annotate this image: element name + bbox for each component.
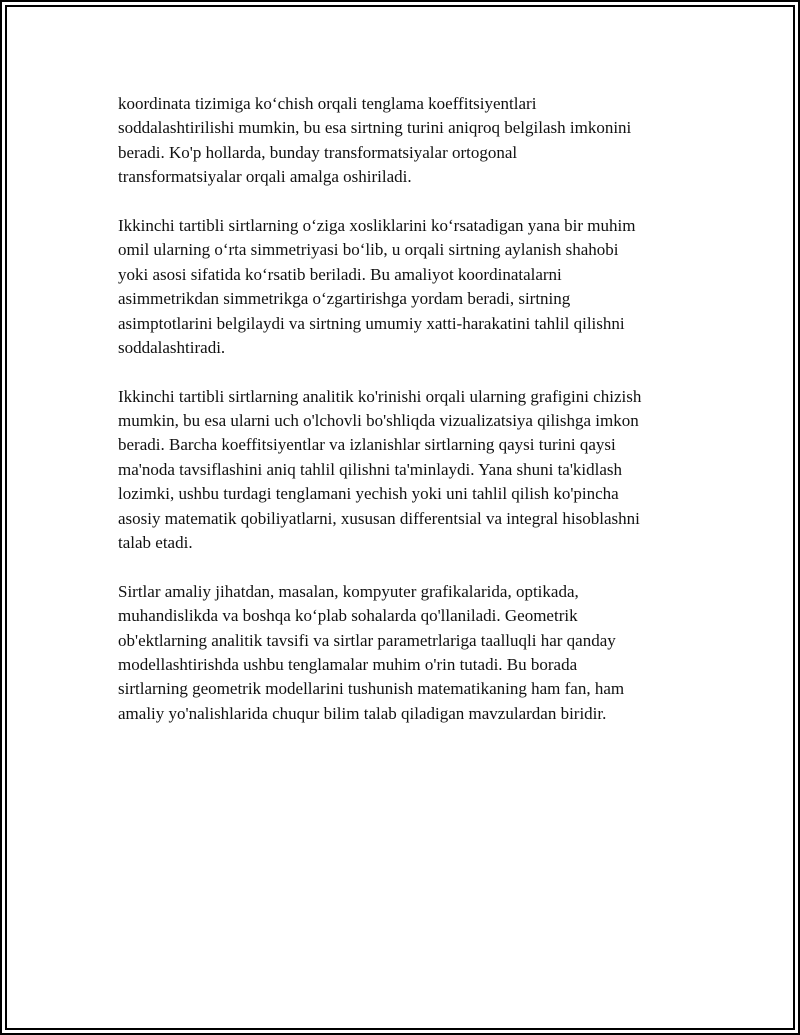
paragraph-3 (118, 385, 698, 556)
text-line: Ikkinchi tartibli sirtlarning analitik ko'rinishi orqali ularning grafigini chizish (118, 386, 642, 406)
text-line: yoki asosi sifatida ko‘rsatib beriladi. Bu amaliyot koordinatalarni (118, 264, 562, 284)
document-body (118, 92, 698, 751)
text-line: Ikkinchi tartibli sirtlarning o‘ziga xosliklarini ko‘rsatadigan yana bir muhim (118, 215, 636, 235)
text-line: omil ularning o‘rta simmetriyasi bo‘lib, u orqali sirtning aylanish shahobi (118, 240, 619, 260)
text-line: talab etadi. (118, 533, 193, 553)
text-line: soddalashtirilishi mumkin, bu esa sirtning turini aniqroq belgilash imkonini (118, 118, 632, 138)
text-line: asimptotlarini belgilaydi va sirtning umumiy xatti-harakatini tahlil qilishni (118, 313, 625, 333)
paragraph-1 (118, 92, 698, 190)
text-line: muhandislikda va boshqa ko‘plab sohalarda qo'llaniladi. Geometrik (118, 606, 578, 626)
text-line: Sirtlar amaliy jihatdan, masalan, kompyuter grafikalarida, optikada, (118, 581, 579, 601)
text-line: beradi. Barcha koeffitsiyentlar va izlanishlar sirtlarning qaysi turini qaysi (118, 435, 616, 455)
text-line: mumkin, bu esa ularni uch o'lchovli bo'shliqda vizualizatsiya qilishga imkon (118, 411, 639, 431)
text-line: ma'noda tavsiflashini aniq tahlil qilishni ta'minlaydi. Yana shuni ta'kidlash (118, 459, 623, 479)
text-line: beradi. Ko'p hollarda, bunday transformatsiyalar ortogonal (118, 142, 518, 162)
text-line: amaliy yo'nalishlarida chuqur bilim talab qiladigan mavzulardan biridir. (118, 703, 607, 723)
text-line: sirtlarning geometrik modellarini tushunish matematikaning ham fan, ham (118, 679, 625, 699)
text-line: ob'ektlarning analitik tavsifi va sirtlar parametrlariga taalluqli har qanday (118, 630, 616, 650)
text-line: koordinata tizimiga ko‘chish orqali tenglama koeffitsiyentlari (118, 94, 537, 113)
paragraph-2 (118, 214, 698, 360)
text-line: modellashtirishda ushbu tenglamalar muhim o'rin tutadi. Bu borada (118, 654, 578, 674)
text-line: transformatsiyalar orqali amalga oshiriladi. (118, 167, 412, 187)
text-line: lozimki, ushbu turdagi tenglamani yechish yoki uni tahlil qilish ko'pincha (118, 484, 619, 504)
text-line: asosiy matematik qobiliyatlarni, xususan differentsial va integral hisoblashni (118, 508, 640, 528)
text-line: soddalashtiradi. (118, 337, 226, 357)
paragraph-4 (118, 580, 698, 726)
text-line: asimmetrikdan simmetrikga o‘zgartirishga yordam beradi, sirtning (118, 289, 571, 309)
